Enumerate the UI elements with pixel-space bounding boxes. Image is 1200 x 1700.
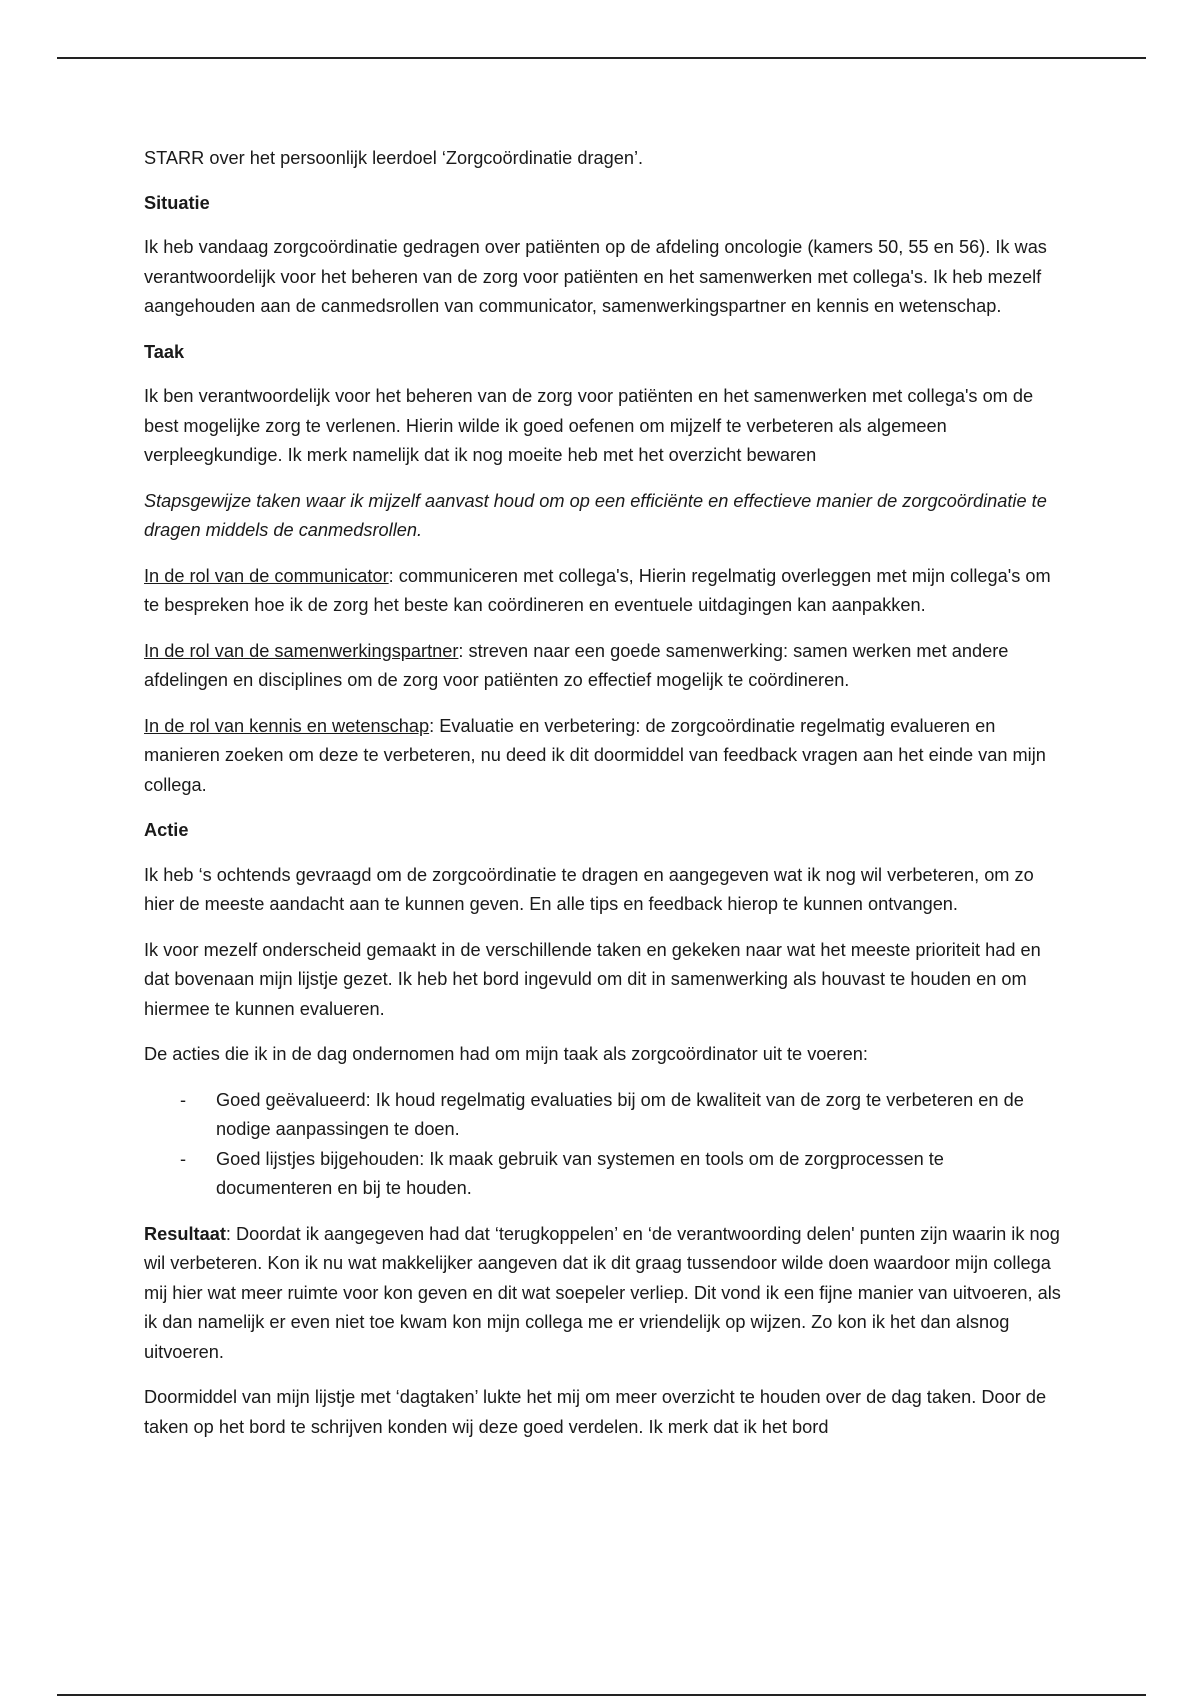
- actie-p1: Ik heb ‘s ochtends gevraagd om de zorgcoördinatie te dragen en aangegeven wat ik nog wil verbeteren, om zo hier de meeste aandacht aan te kunnen geven. En alle tips en feedback hierop te kunnen ontvangen.: [144, 864, 1034, 914]
- role-kennis-wetenschap: [144, 712, 1064, 801]
- role-label: In de rol van de samenwerkingspartner: [144, 640, 459, 661]
- role-communicator: [144, 562, 1064, 621]
- resultaat-p2: Doormiddel van mijn lijstje met ‘dagtaken’ lukte het mij om meer overzicht te houden over de dag taken. Door de taken op het bord te schrijven konden wij deze goed verdelen. Ik merk dat ik het bord: [144, 1387, 1047, 1437]
- taak-italic: [144, 487, 1064, 546]
- role-label: In de rol van de communicator: [144, 565, 389, 586]
- resultaat-text: : Doordat ik aangegeven had dat ‘terugkoppelen’ en ‘de verantwoording delen' punten zijn waarin ik nog wil verbeteren. Kon ik nu wat makkelijker aangeven dat ik dit graag tussendoor wilde doen waardoor mijn collega mij hier wat meer ruimte voor kon geven en dit wat soepeler verliep. Dit vond ik een fijne manier van uitvoeren, als ik dan namelijk er even niet toe kwam kon mijn collega me er vriendelijk op wijzen. Zo kon ik het dan alsnog uitvoeren.: [144, 1223, 1061, 1362]
- actie-list: [144, 1086, 1064, 1204]
- role-label: In de rol van kennis en wetenschap: [144, 715, 430, 736]
- italic-text: Stapsgewijze taken waar ik mijzelf aanvast houd om op een efficiënte en effectieve manier de zorgcoördinatie te dragen middels de canmedsrollen.: [144, 490, 1047, 540]
- role-samenwerkingspartner: [144, 637, 1064, 696]
- document-page: [144, 144, 1064, 1458]
- heading-situatie: Situatie: [144, 192, 210, 213]
- actie-p2: Ik voor mezelf onderscheid gemaakt in de verschillende taken en gekeken naar wat het meeste prioriteit had en dat bovenaan mijn lijstje gezet. Ik heb het bord ingevuld om dit in samenwerking als houvast te houden en om hiermee te kunnen evalueren.: [144, 939, 1041, 1019]
- actie-p3: De acties die ik in de dag ondernomen had om mijn taak als zorgcoördinator uit te voeren:: [144, 1044, 868, 1064]
- list-item: [144, 1086, 1064, 1145]
- role-text: : streven naar een goede samenwerking: samen werken met andere afdelingen en disciplines om de zorg voor patiënten zo effectief mogelijk te coördineren.: [144, 640, 1009, 690]
- list-item: [144, 1145, 1064, 1204]
- bullet-dash: -: [180, 1089, 187, 1110]
- header-rule: [57, 57, 1146, 59]
- resultaat-paragraph: [144, 1220, 1064, 1368]
- role-text: : Evaluatie en verbetering: de zorgcoördinatie regelmatig evalueren en manieren zoeken om deze te verbeteren, nu deed ik dit doormiddel van feedback vragen aan het einde van mijn collega.: [144, 715, 1046, 795]
- list-item-text: Goed geëvalueerd: Ik houd regelmatig evaluaties bij om de kwaliteit van de zorg te verbeteren en de nodige aanpassingen te doen.: [216, 1089, 1024, 1139]
- heading-taak: Taak: [144, 341, 185, 362]
- situatie-text: Ik heb vandaag zorgcoördinatie gedragen over patiënten op de afdeling oncologie (kamers 50, 55 en 56). Ik was verantwoordelijk voor het beheren van de zorg voor patiënten en het samenwerken met collega's. Ik heb mezelf aangehouden aan de canmedsrollen van communicator, samenwerkingspartner en kennis en wetenschap.: [144, 237, 1047, 316]
- bullet-dash: -: [180, 1148, 187, 1169]
- footer-rule: [57, 1694, 1146, 1696]
- intro-line: STARR over het persoonlijk leerdoel ‘Zorgcoördinatie dragen’.: [144, 148, 644, 168]
- resultaat-label: Resultaat: [144, 1223, 226, 1244]
- role-text: : communiceren met collega's, Hierin regelmatig overleggen met mijn collega's om te bespreken hoe ik de zorg het beste kan coördineren en eventuele uitdagingen kan aanpakken.: [144, 565, 1051, 615]
- taak-text: Ik ben verantwoordelijk voor het beheren van de zorg voor patiënten en het samenwerken met collega's om de best mogelijke zorg te verlenen. Hierin wilde ik goed oefenen om mijzelf te verbeteren als algemeen verpleegkundige. Ik merk namelijk dat ik nog moeite heb met het overzicht bewaren: [144, 386, 1034, 465]
- heading-actie: Actie: [144, 820, 189, 840]
- list-item-text: Goed lijstjes bijgehouden: Ik maak gebruik van systemen en tools om de zorgprocessen te documenteren en bij te houden.: [216, 1148, 944, 1198]
